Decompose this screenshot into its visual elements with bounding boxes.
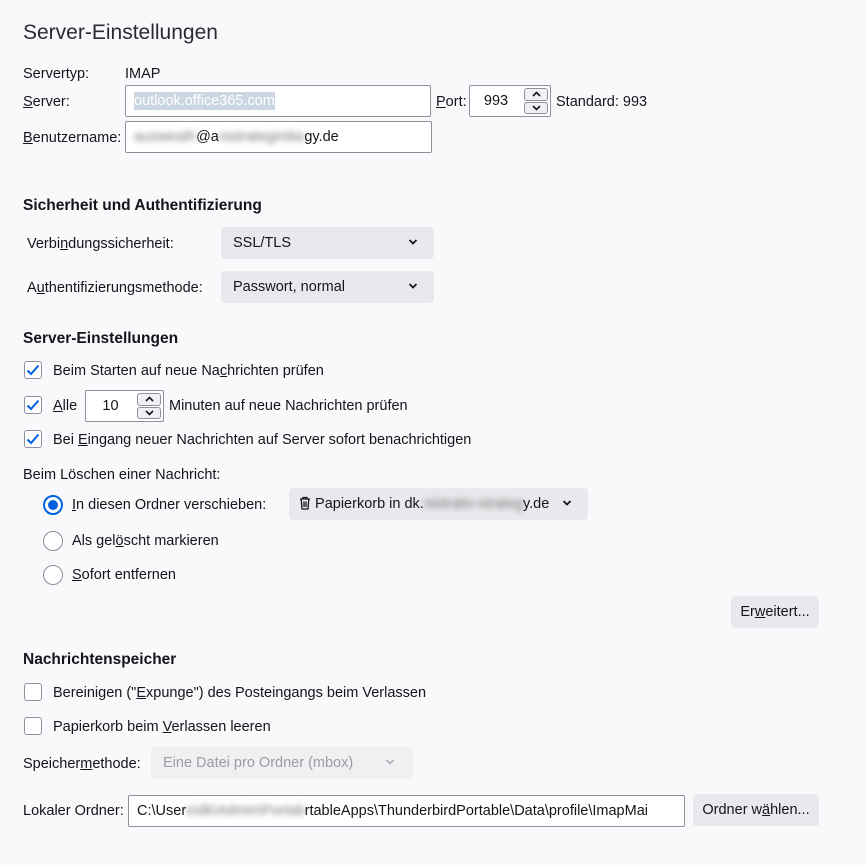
choose-folder-button[interactable]: Ordner wählen...: [693, 794, 819, 826]
chevron-down-icon: [385, 758, 395, 766]
check-interval-suffix: Minuten auf neue Nachrichten prüfen: [169, 398, 408, 414]
trash-icon: [299, 496, 311, 510]
chevron-down-icon: [145, 410, 154, 416]
connection-security-label: Verbindungssicherheit:: [27, 236, 174, 252]
interval-down-button[interactable]: [137, 407, 161, 420]
expunge-inbox-label: Bereinigen ("Expunge") des Posteingangs beim Verlassen: [53, 685, 427, 701]
chevron-down-icon: [408, 282, 418, 290]
server-type-label: Servertyp:: [23, 66, 90, 82]
port-value: 993: [483, 93, 509, 109]
port-stepper[interactable]: [469, 85, 551, 117]
local-folder-label: Lokaler Ordner:: [23, 803, 124, 819]
checkmark-icon: [26, 433, 40, 445]
empty-trash-label: Papierkorb beim Verlassen leeren: [53, 719, 271, 735]
storage-method-value: Eine Datei pro Ordner (mbox): [163, 755, 354, 771]
local-folder-input[interactable]: C:\Users\dk\Admin\PortabrtableApps\ThunderbirdPortable\Data\profile\ImapMai: [128, 795, 685, 827]
mark-as-deleted-label: Als gelöscht markieren: [72, 533, 219, 549]
notify-new-mail-checkbox[interactable]: [24, 430, 42, 448]
notify-new-mail-label: Bei Eingang neuer Nachrichten auf Server sofort benachrichtigen: [53, 432, 472, 448]
expunge-inbox-checkbox[interactable]: [24, 683, 42, 701]
check-on-startup-checkbox[interactable]: [24, 361, 42, 379]
empty-trash-checkbox[interactable]: [24, 717, 42, 735]
auth-method-label: Authentifizierungsmethode:: [27, 280, 203, 296]
port-default-text: Standard: 993: [556, 94, 648, 110]
server-type-value: IMAP: [125, 66, 161, 82]
username-label: Benutzername:: [23, 130, 122, 146]
port-up-button[interactable]: [524, 88, 548, 101]
connection-security-select[interactable]: [221, 227, 434, 259]
port-down-button[interactable]: [524, 102, 548, 115]
check-on-startup-label: Beim Starten auf neue Nachrichten prüfen: [53, 363, 324, 379]
chevron-up-icon: [532, 91, 541, 97]
check-every-label: Alle: [53, 398, 78, 414]
username-input[interactable]: ausweath@anistrateginitiagy.de: [125, 121, 432, 153]
trash-folder-select[interactable]: [289, 488, 588, 520]
advanced-button[interactable]: Erweitert...: [731, 596, 819, 628]
chevron-down-icon: [532, 105, 541, 111]
check-every-checkbox[interactable]: [24, 396, 42, 414]
remove-immediately-label: Sofort entfernen: [72, 567, 176, 583]
storage-method-label: Speichermethode:: [23, 756, 141, 772]
move-to-folder-radio[interactable]: [43, 495, 63, 515]
checkmark-icon: [26, 399, 40, 411]
security-heading: Sicherheit und Authentifizierung: [23, 197, 262, 214]
check-interval-value: 10: [102, 398, 119, 414]
auth-method-select[interactable]: [221, 271, 434, 303]
port-label: Port:: [436, 94, 467, 110]
trash-folder-value: Papierkorb in dk.nistrativ-strategy.de: [315, 496, 550, 512]
server-label: Server:: [23, 94, 70, 110]
server-input[interactable]: [125, 85, 431, 117]
delete-behavior-label: Beim Löschen einer Nachricht:: [23, 467, 221, 483]
interval-up-button[interactable]: [137, 393, 161, 406]
local-folder-redacted-part: s\dk\Admin\Portab: [186, 803, 305, 819]
checkmark-icon: [26, 364, 40, 376]
server-input-value: outlook.office365.com: [134, 93, 275, 109]
check-interval-stepper[interactable]: [85, 390, 164, 422]
chevron-down-icon: [562, 499, 572, 507]
username-redacted-part: ausweath: [134, 129, 197, 145]
storage-method-select[interactable]: [151, 747, 413, 779]
move-to-folder-label: In diesen Ordner verschieben:: [72, 497, 267, 513]
mark-as-deleted-radio[interactable]: [43, 531, 63, 551]
storage-heading: Nachrichtenspeicher: [23, 651, 177, 668]
connection-security-value: SSL/TLS: [233, 235, 292, 251]
chevron-down-icon: [408, 238, 418, 246]
remove-immediately-radio[interactable]: [43, 565, 63, 585]
server-settings-heading: Server-Einstellungen: [23, 330, 179, 347]
page-title: Server-Einstellungen: [23, 21, 218, 44]
chevron-up-icon: [145, 396, 154, 402]
auth-method-value: Passwort, normal: [233, 279, 346, 295]
username-redacted-part: nistrateginitia: [218, 129, 305, 145]
